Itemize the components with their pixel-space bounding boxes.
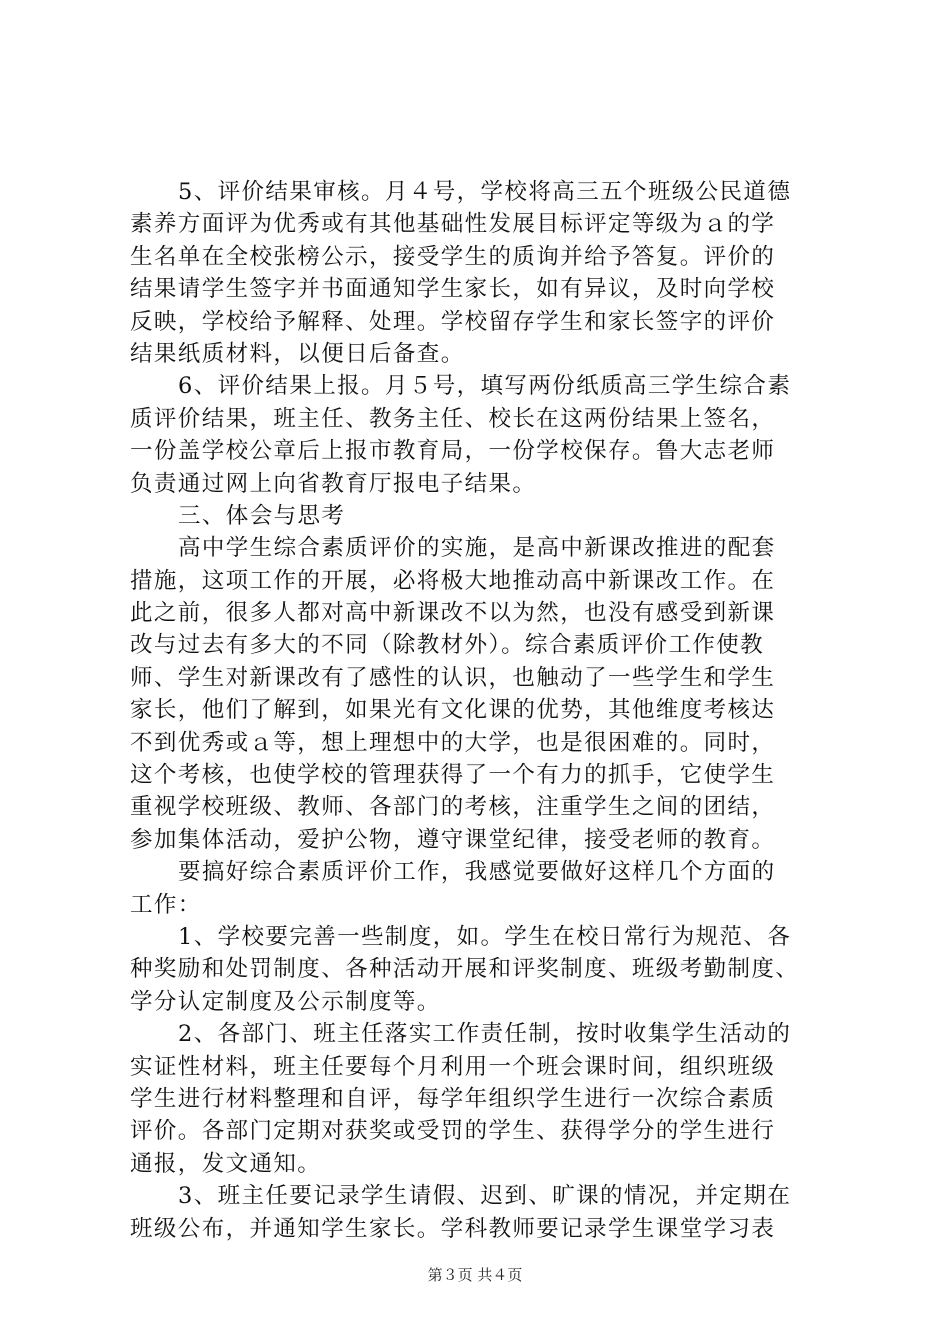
paragraph-line: 评价。各部门定期对获奖或受罚的学生、获得学分的学生进行 — [130, 1118, 776, 1145]
paragraph-line: 1、学校要完善一些制度，如。学生在校日常行为规范、各 — [178, 923, 792, 950]
paragraph-line: 5、评价结果审核。月４号，学校将高三五个班级公民道德 — [178, 179, 792, 205]
paragraph-line: 结果请学生签字并书面通知学生家长，如有异议，及时向学校 — [130, 276, 776, 303]
paragraph-line: 质评价结果，班主任、教务主任、校长在这两份结果上签名， — [130, 405, 776, 432]
paragraph-line: 这个考核，也使学校的管理获得了一个有力的抓手，它使学生 — [130, 762, 776, 789]
paragraph-line: 工作： — [130, 891, 202, 918]
paragraph-line: 班级公布，并通知学生家长。学科教师要记录学生课堂学习表 — [130, 1215, 776, 1242]
paragraph-line: 2、各部门、班主任落实工作责任制，按时收集学生活动的 — [178, 1021, 792, 1048]
paragraph-line: 种奖励和处罚制度、各种活动开展和评奖制度、班级考勤制度、 — [130, 956, 800, 983]
paragraph-line: 参加集体活动，爱护公物，遵守课堂纪律，接受老师的教育。 — [130, 826, 776, 853]
paragraph-line: 结果纸质材料，以便日后备查。 — [130, 340, 465, 367]
section-heading: 三、体会与思考 — [178, 502, 346, 529]
paragraph-line: 实证性材料，班主任要每个月利用一个班会课时间，组织班级 — [130, 1053, 776, 1080]
document-body — [130, 176, 850, 1245]
paragraph-line: 此之前，很多人都对高中新课改不以为然，也没有感受到新课 — [130, 600, 776, 627]
paragraph-line: 一份盖学校公章后上报市教育局，一份学校保存。鲁大志老师 — [130, 438, 776, 465]
paragraph-line: 高中学生综合素质评价的实施，是高中新课改推进的配套 — [178, 535, 776, 562]
paragraph-line: 重视学校班级、教师、各部门的考核，注重学生之间的团结， — [130, 794, 776, 821]
paragraph-line: 措施，这项工作的开展，必将极大地推动高中新课改工作。在 — [130, 567, 776, 594]
paragraph-line: 负责通过网上向省教育厅报电子结果。 — [130, 470, 537, 497]
paragraph-line: 改与过去有多大的不同（除教材外）。综合素质评价工作使教 — [130, 632, 765, 659]
paragraph-line: 生名单在全校张榜公示，接受学生的质询并给予答复。评价的 — [130, 243, 776, 270]
paragraph-line: 师、学生对新课改有了感性的认识，也触动了一些学生和学生 — [130, 664, 776, 691]
paragraph-line: 不到优秀或ａ等，想上理想中的大学，也是很困难的。同时， — [130, 729, 776, 756]
paragraph-line: 学分认定制度及公示制度等。 — [130, 988, 441, 1015]
paragraph-line: 反映，学校给予解释、处理。学校留存学生和家长签字的评价 — [130, 308, 776, 335]
paragraph-line: 学生进行材料整理和自评，每学年组织学生进行一次综合素质 — [130, 1085, 776, 1112]
paragraph-line: 6、评价结果上报。月５号，填写两份纸质高三学生综合素 — [178, 373, 792, 400]
paragraph-line: 3、班主任要记录学生请假、迟到、旷课的情况，并定期在 — [178, 1183, 792, 1210]
paragraph-line: 家长，他们了解到，如果光有文化课的优势，其他维度考核达 — [130, 697, 776, 724]
paragraph-line: 要搞好综合素质评价工作，我感觉要做好这样几个方面的 — [178, 859, 776, 886]
page-number-footer: 第３页 共４页 — [427, 1266, 523, 1284]
paragraph-line: 通报，发文通知。 — [130, 1150, 322, 1177]
paragraph-line: 素养方面评为优秀或有其他基础性发展目标评定等级为ａ的学 — [130, 211, 776, 238]
